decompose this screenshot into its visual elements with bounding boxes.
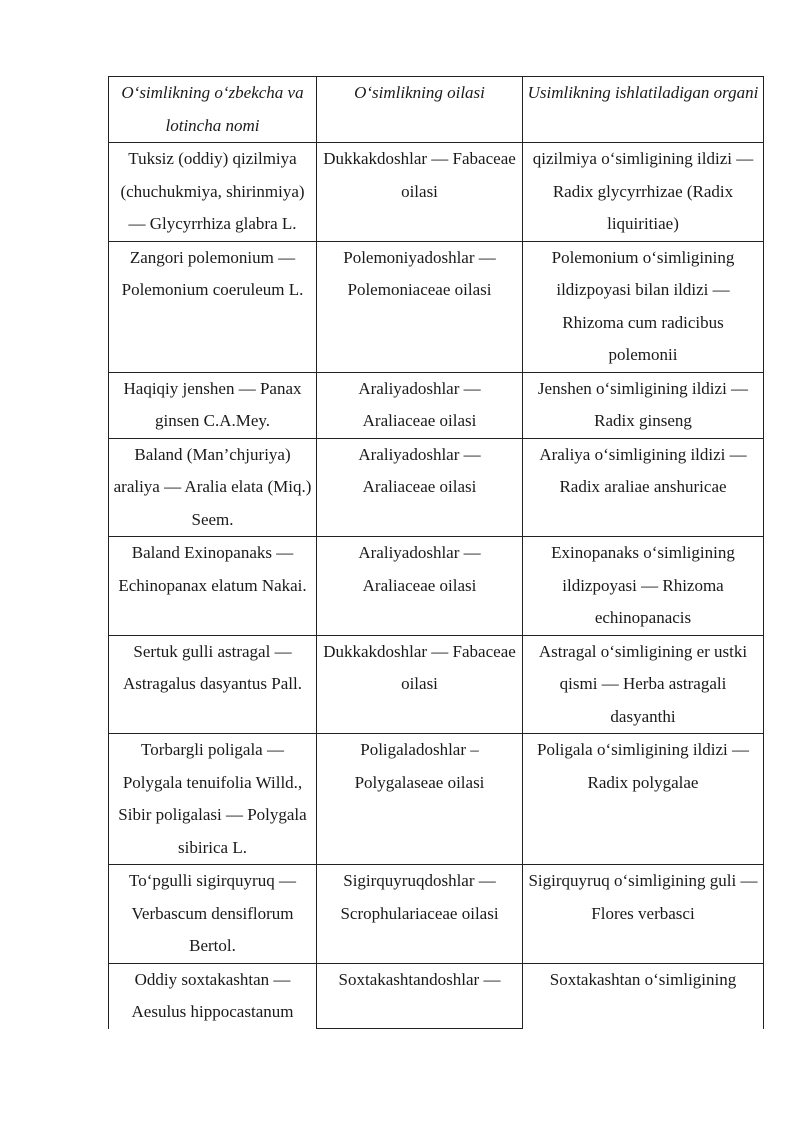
cell-plant-family: Araliyadoshlar — Araliaceae oilasi	[317, 438, 523, 537]
table-row	[109, 537, 764, 636]
table-row	[109, 734, 764, 865]
cell-used-organ: Sigirquyruq o‘simligining guli — Flores verbasci	[523, 865, 764, 964]
cell-plant-family: Soxtakashtandoshlar —	[317, 963, 523, 1029]
cell-used-organ: Astragal o‘simligining er ustki qismi — Herba astragali dasyanthi	[523, 635, 764, 734]
table-row	[109, 143, 764, 242]
header-used-organ: Usimlikning ishlatiladigan organi	[523, 77, 764, 143]
cell-plant-name: Torbargli poligala — Polygala tenuifolia Willd., Sibir poligalasi — Polygala sibirica L.	[109, 734, 317, 865]
cell-used-organ: Araliya o‘simligining ildizi — Radix araliae anshuricae	[523, 438, 764, 537]
cell-plant-name: Sertuk gulli astragal — Astragalus dasyantus Pall.	[109, 635, 317, 734]
table-row	[109, 438, 764, 537]
cell-plant-family: Araliyadoshlar — Araliaceae oilasi	[317, 372, 523, 438]
cell-plant-name: To‘pgulli sigirquyruq — Verbascum densiflorum Bertol.	[109, 865, 317, 964]
cell-used-organ: Exinopanaks o‘simligining ildizpoyasi — Rhizoma echinopanacis	[523, 537, 764, 636]
table-header-row	[109, 77, 764, 143]
plants-table	[108, 76, 764, 1029]
cell-used-organ: Poligala o‘simligining ildizi — Radix polygalae	[523, 734, 764, 865]
cell-plant-name: Baland Exinopanaks — Echinopanax elatum Nakai.	[109, 537, 317, 636]
cell-plant-name: Baland (Man’chjuriya) araliya — Aralia elata (Miq.) Seem.	[109, 438, 317, 537]
cell-plant-name: Zangori polemonium — Polemonium coeruleum L.	[109, 241, 317, 372]
table-row	[109, 372, 764, 438]
cell-plant-family: Dukkakdoshlar — Fabaceae oilasi	[317, 143, 523, 242]
cell-plant-family: Araliyadoshlar — Araliaceae oilasi	[317, 537, 523, 636]
cell-plant-name: Tuksiz (oddiy) qizilmiya (chuchukmiya, shirinmiya) — Glycyrrhiza glabra L.	[109, 143, 317, 242]
cell-plant-family: Polemoniyadoshlar — Polemoniaceae oilasi	[317, 241, 523, 372]
header-plant-name: O‘simlikning o‘zbekcha va lotincha nomi	[109, 77, 317, 143]
cell-plant-family: Sigirquyruqdoshlar — Scrophulariaceae oilasi	[317, 865, 523, 964]
cell-used-organ: Jenshen o‘simligining ildizi — Radix ginseng	[523, 372, 764, 438]
cell-plant-family: Dukkakdoshlar — Fabaceae oilasi	[317, 635, 523, 734]
cell-used-organ: Soxtakashtan o‘simligining	[523, 963, 764, 1029]
header-plant-family: O‘simlikning oilasi	[317, 77, 523, 143]
cell-plant-family: Poligaladoshlar – Polygalaseae oilasi	[317, 734, 523, 865]
cell-plant-name: Haqiqiy jenshen — Panax ginsen C.A.Mey.	[109, 372, 317, 438]
cell-used-organ: qizilmiya o‘simligining ildizi — Radix glycyrrhizae (Radix liquiritiae)	[523, 143, 764, 242]
table-row	[109, 241, 764, 372]
table-row	[109, 865, 764, 964]
cell-used-organ: Polemonium o‘simligining ildizpoyasi bilan ildizi — Rhizoma cum radicibus polemonii	[523, 241, 764, 372]
cell-plant-name: Oddiy soxtakashtan — Aesulus hippocastanum	[109, 963, 317, 1029]
table-row	[109, 963, 764, 1029]
table-row	[109, 635, 764, 734]
